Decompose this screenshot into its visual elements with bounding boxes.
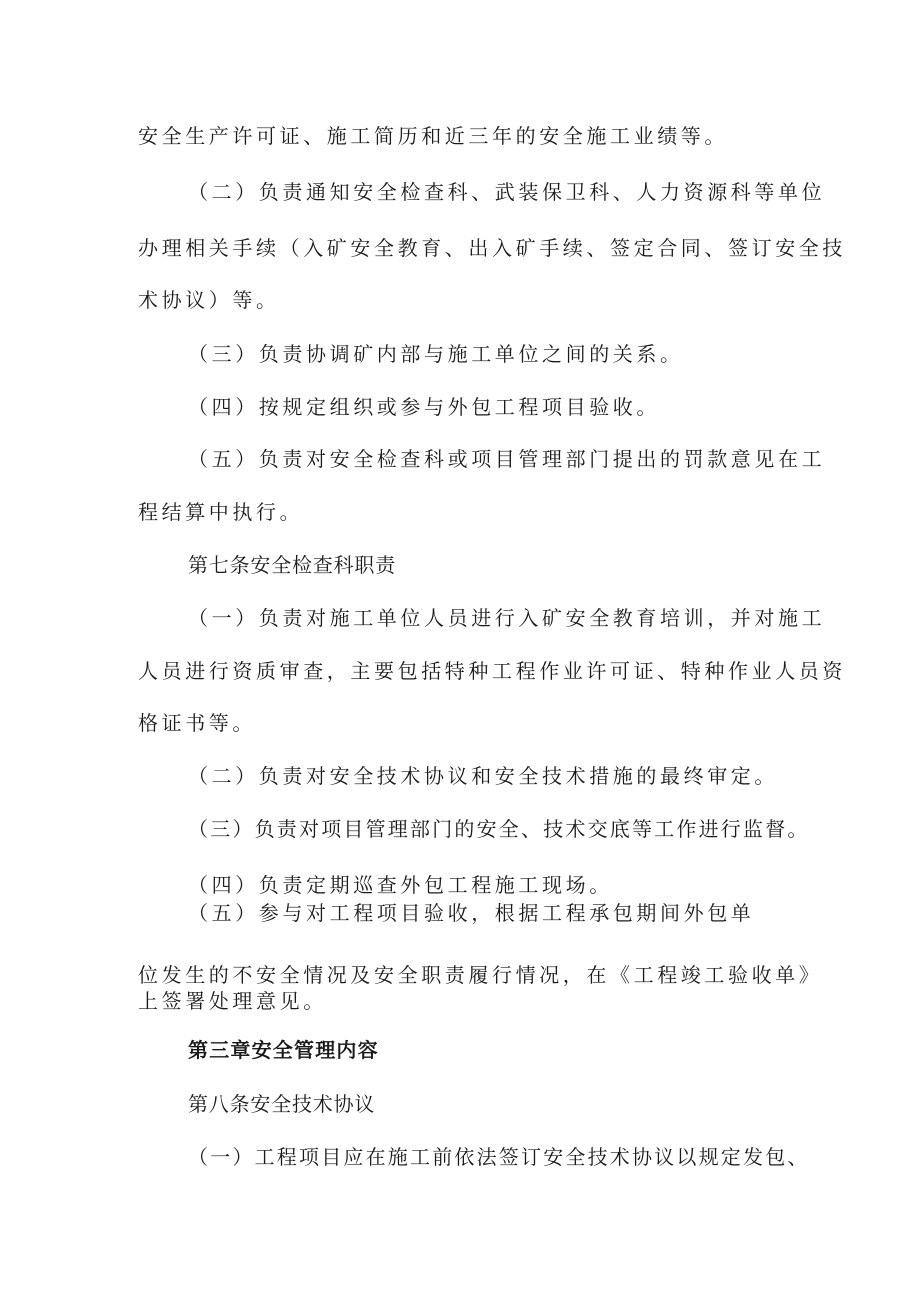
text-line: 人员进行资质审查，主要包括特种工程作业许可证、特种作业人员资 [138,659,846,683]
text-line: （二）负责通知安全检查科、武装保卫科、人力资源科等单位 [188,180,826,204]
text-line: 术协议）等。 [138,288,280,312]
text-line: （四）按规定组织或参与外包工程项目验收。 [188,395,660,419]
text-line: 上签署处理意见。 [138,989,327,1013]
text-line: （二）负责对安全技术协议和安全技术措施的最终审定。 [188,764,778,788]
text-line: （三）负责对项目管理部门的安全、技术交底等工作进行监督。 [188,817,810,841]
article-heading: 第七条安全检查科职责 [188,553,396,577]
text-line: （五）负责对安全检查科或项目管理部门提出的罚款意见在工 [188,447,826,471]
text-line: 格证书等。 [138,711,256,735]
text-line: （一）工程项目应在施工前依法签订安全技术协议以规定发包、 [188,1145,810,1169]
text-line: 安全生产许可证、施工简历和近三年的安全施工业绩等。 [138,124,728,148]
text-line: （五）参与对工程项目验收，根据工程承包期间外包单 [188,901,755,925]
article-heading: 第八条安全技术协议 [188,1092,376,1116]
text-line: 办理相关手续（入矿安全教育、出入矿手续、签定合同、签订安全技 [138,236,846,260]
text-line: 位发生的不安全情况及安全职责履行情况，在《工程竣工验收单》 [138,963,823,987]
chapter-heading: 第三章安全管理内容 [188,1038,379,1062]
text-line: （三）负责协调矿内部与施工单位之间的关系。 [188,342,684,366]
text-line: 程结算中执行。 [138,500,304,524]
text-line: （四）负责定期巡查外包工程施工现场。 [188,873,613,897]
text-line: （一）负责对施工单位人员进行入矿安全教育培训，并对施工 [188,606,826,630]
